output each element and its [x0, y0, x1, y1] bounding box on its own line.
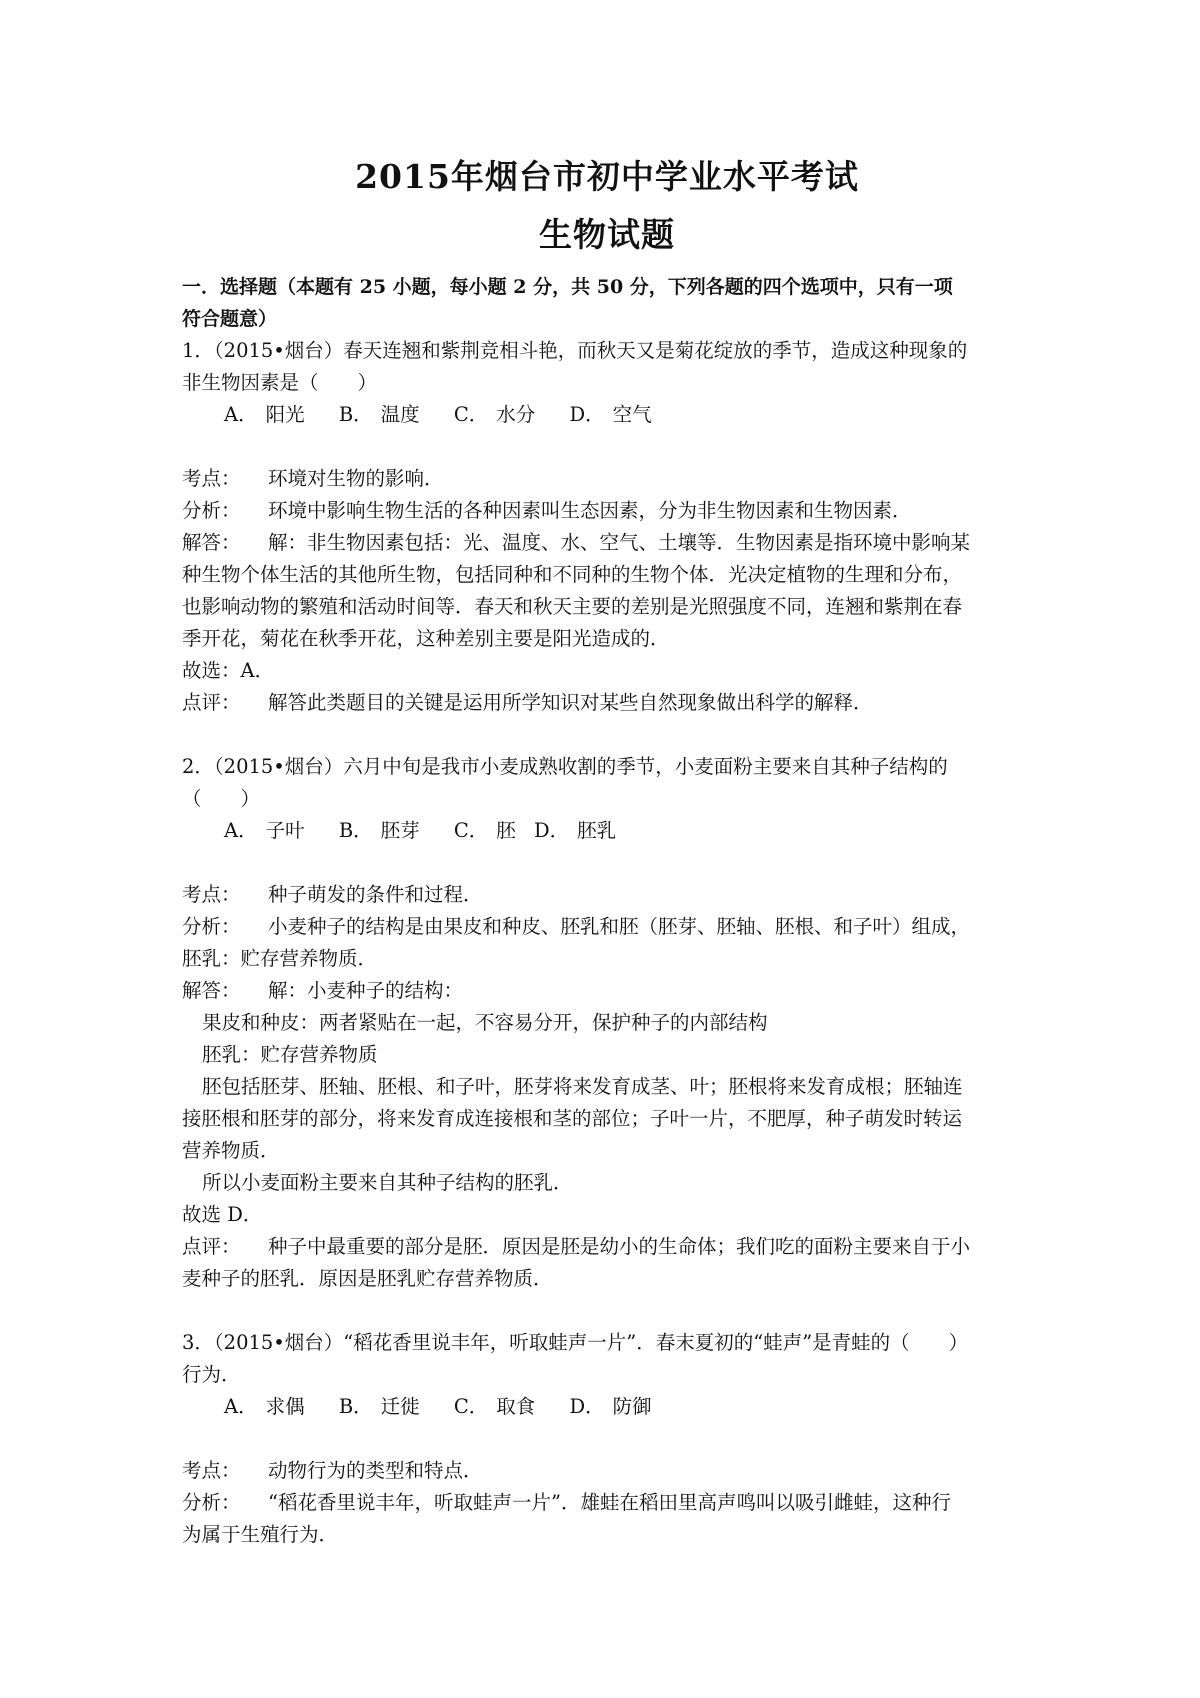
question-2: [182, 751, 1032, 1295]
kaodian-line: 考点： 环境对生物的影响．: [182, 467, 444, 490]
dianping-line: 点评： 解答此类题目的关键是运用所学知识对某些自然现象做出科学的解释．: [182, 691, 873, 714]
kaodian-line: 考点： 动物行为的类型和特点．: [182, 1459, 483, 1482]
fenxi-text: 为属于生殖行为．: [182, 1523, 339, 1546]
jieda-text: 也影响动物的繁殖和活动时间等．春天和秋天主要的差别是光照强度不同，连翘和紫荆在春: [182, 595, 963, 618]
page-subtitle: 生物试题: [539, 215, 675, 254]
jieda-text: 营养物质．: [182, 1139, 280, 1162]
fenxi-text: 胚乳：贮存营养物质．: [182, 947, 378, 970]
fenxi-line: 分析： “稻花香里说丰年，听取蛙声一片”．雄蛙在稻田里高声鸣叫以吸引雌蛙，这种行: [182, 1491, 951, 1514]
question-text-cont: 非生物因素是（ ）: [182, 371, 378, 394]
jieda-text: 果皮和种皮：两者紧贴在一起，不容易分开，保护种子的内部结构: [202, 1011, 768, 1034]
question-text: 3．（2015•烟台）“稻花香里说丰年，听取蛙声一片”．春末夏初的“蛙声”是青蛙的（ ）: [182, 1331, 969, 1354]
answer-options: [182, 1391, 1032, 1423]
option-a: A． 求偶: [224, 1395, 305, 1418]
option-c: C． 水分: [453, 403, 536, 426]
option-d: D． 胚乳: [534, 819, 617, 842]
option-a: A． 子叶: [224, 819, 305, 842]
dianping-line: 点评： 种子中最重要的部分是胚．原因是胚是幼小的生命体；我们吃的面粉主要来自于小: [182, 1235, 971, 1258]
document-page: [182, 155, 1032, 1551]
fenxi-line: 分析： 小麦种子的结构是由果皮和种皮、胚乳和胚（胚芽、胚轴、胚根、和子叶）组成，: [182, 915, 971, 938]
jieda-line: 解答： 解：非生物因素包括：光、温度、水、空气、土壤等．生物因素是指环境中影响某: [182, 531, 971, 554]
section-heading-cont: 符合题意）: [182, 308, 278, 330]
question-3: [182, 1327, 1032, 1551]
answer-line: 故选：A．: [182, 659, 275, 682]
question-text: 1．（2015•烟台）春天连翘和紫荆竞相斗艳，而秋天又是菊花绽放的季节，造成这种现象的: [182, 339, 968, 362]
question-text: 2．（2015•烟台）六月中旬是我市小麦成熟收割的季节，小麦面粉主要来自其种子结构的: [182, 755, 948, 778]
answer-options: [182, 399, 1032, 431]
fenxi-line: 分析： 环境中影响生物生活的各种因素叫生态因素，分为非生物因素和生物因素．: [182, 499, 912, 522]
question-text-cont: 行为．: [182, 1363, 241, 1386]
option-a: A． 阳光: [224, 403, 305, 426]
question-1: [182, 335, 1032, 719]
option-b: B． 迁徙: [338, 1395, 420, 1418]
jieda-text: 胚包括胚芽、胚轴、胚根、和子叶，胚芽将来发育成茎、叶；胚根将来发育成根；胚轴连: [202, 1075, 963, 1098]
option-b: B． 胚芽: [338, 819, 420, 842]
jieda-text: 接胚根和胚芽的部分，将来发育成连接根和茎的部位；子叶一片，不肥厚，种子萌发时转运: [182, 1107, 963, 1130]
option-c: C． 取食: [453, 1395, 536, 1418]
page-title: 2015年烟台市初中学业水平考试: [355, 157, 859, 196]
question-text-cont: （ ）: [182, 787, 261, 810]
kaodian-line: 考点： 种子萌发的条件和过程．: [182, 883, 483, 906]
dianping-text: 麦种子的胚乳．原因是胚乳贮存营养物质．: [182, 1267, 553, 1290]
jieda-text: 所以小麦面粉主要来自其种子结构的胚乳．: [202, 1171, 573, 1194]
jieda-text: 胚乳：贮存营养物质: [202, 1043, 378, 1066]
jieda-text: 种生物个体生活的其他所生物，包括同种和不同种的生物个体．光决定植物的生理和分布，: [182, 563, 963, 586]
option-d: D． 防御: [569, 1395, 652, 1418]
option-d: D． 空气: [569, 403, 652, 426]
section-heading: 一．选择题（本题有 25 小题，每小题 2 分，共 50 分，下列各题的四个选项中，只有一项: [182, 276, 953, 298]
option-b: B． 温度: [338, 403, 420, 426]
jieda-line: 解答： 解：小麦种子的结构：: [182, 979, 464, 1002]
jieda-text: 季开花，菊花在秋季开花，这种差别主要是阳光造成的．: [182, 627, 670, 650]
answer-options: [182, 815, 1032, 847]
option-c: C． 胚: [453, 819, 516, 842]
answer-line: 故选 D．: [182, 1203, 263, 1226]
